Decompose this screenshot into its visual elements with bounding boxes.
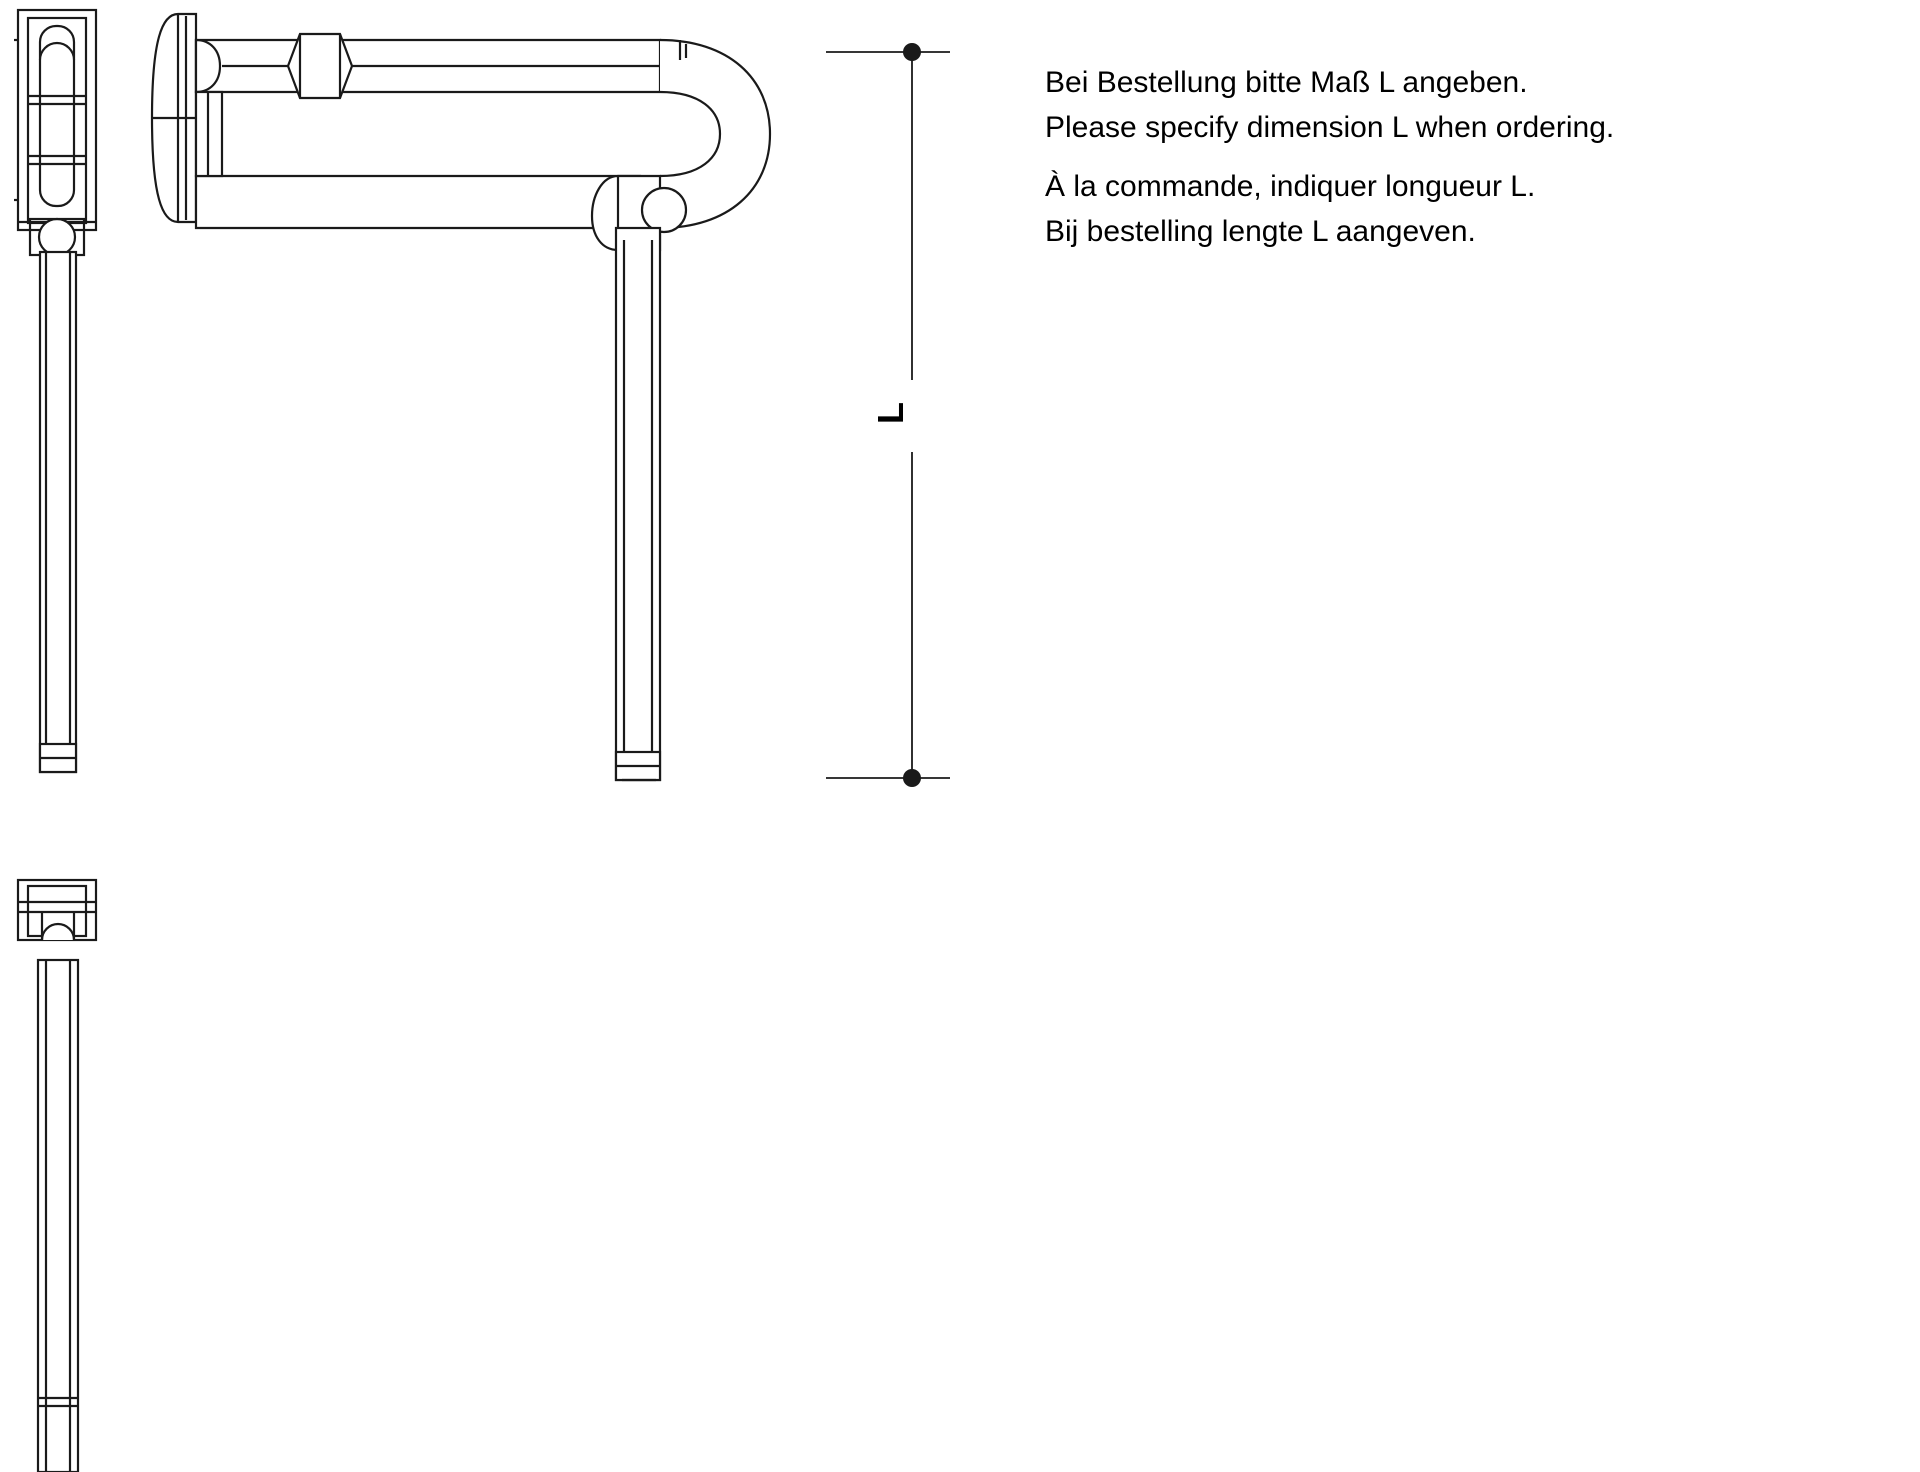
note-line-de: Bei Bestellung bitte Maß L angeben. <box>1045 66 1528 99</box>
view-front-bottom <box>18 880 96 1472</box>
note-line-nl: Bij bestelling lengte L aangeven. <box>1045 215 1476 248</box>
view-front-top-left <box>14 10 96 772</box>
view-side-main <box>152 14 770 780</box>
note-line-fr: À la commande, indiquer longueur L. <box>1045 170 1536 203</box>
ordering-notes <box>1045 60 1865 254</box>
dimension-label-l: L <box>870 402 911 424</box>
note-line-en: Please specify dimension L when ordering. <box>1045 111 1615 144</box>
